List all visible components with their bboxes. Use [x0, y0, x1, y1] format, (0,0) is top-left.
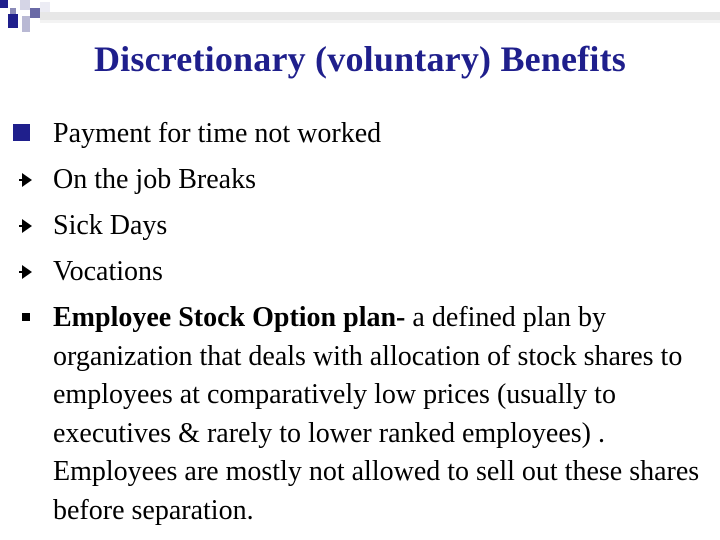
- bullet-list: [18, 115, 708, 530]
- list-item-bold-text: Employee Stock Option plan-: [53, 302, 406, 333]
- list-item: [18, 115, 708, 153]
- list-item-text: Payment for time not worked: [53, 118, 382, 149]
- list-item-text: Sick Days: [53, 210, 168, 241]
- list-item: [18, 161, 708, 199]
- list-item: [18, 253, 708, 291]
- arrow-bullet-icon: [18, 253, 40, 291]
- list-item-text: a defined plan by organization that deals with allocation of stock shares to employees at comparatively low prices (usually to executives & rarely to lower ranked employees) . Employees are mostly not allowed to sell out these shares before separation.: [53, 302, 700, 526]
- square-bullet-icon: [18, 115, 40, 153]
- header-decoration: [0, 0, 720, 40]
- small-square-bullet-icon: [18, 299, 40, 337]
- list-item-text: Vocations: [53, 256, 163, 287]
- list-item-text: On the job Breaks: [53, 164, 256, 195]
- arrow-bullet-icon: [18, 161, 40, 199]
- slide-title: Discretionary (voluntary) Benefits: [93, 39, 627, 79]
- list-item: [18, 207, 708, 245]
- list-item: [18, 299, 708, 530]
- arrow-bullet-icon: [18, 207, 40, 245]
